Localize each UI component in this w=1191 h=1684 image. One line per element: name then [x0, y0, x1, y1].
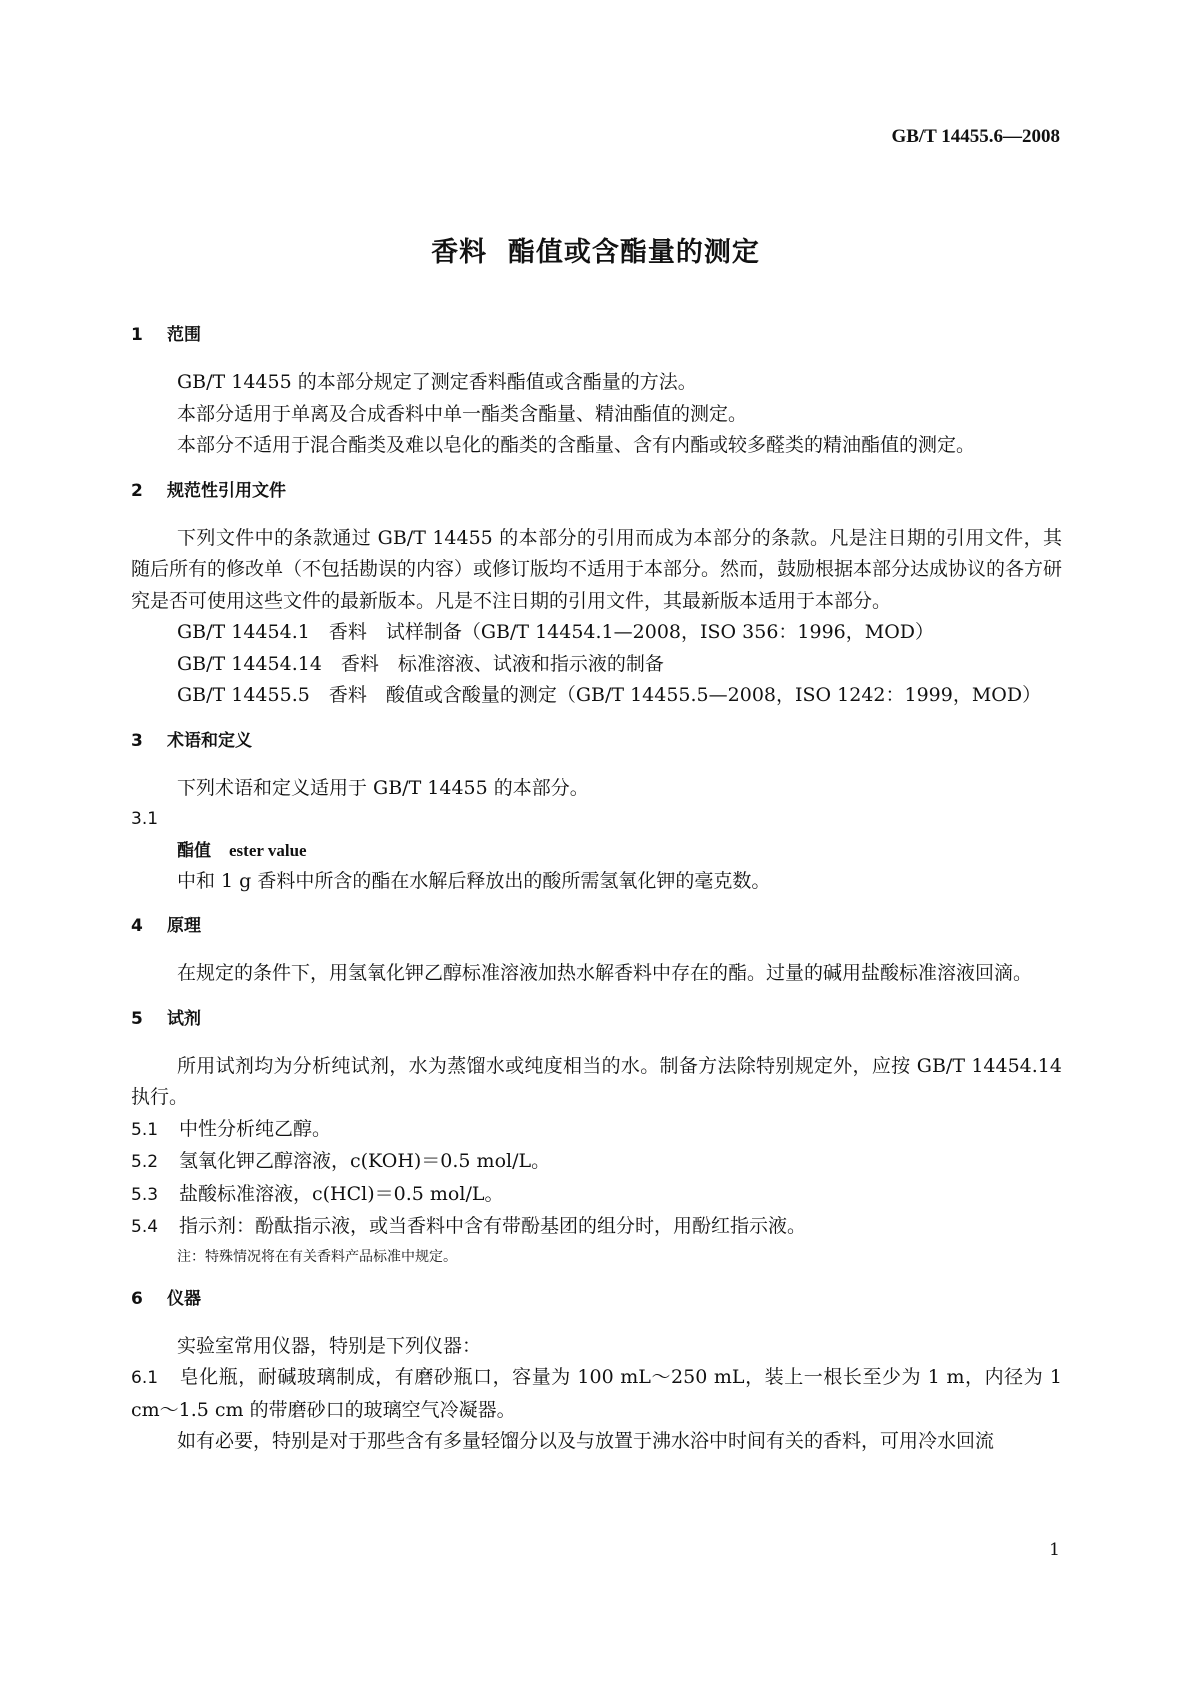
section-heading-reagents: 5 试剂 [131, 1008, 201, 1029]
term-entry [131, 836, 1062, 866]
term-definition: 中和 1 g 香料中所含的酯在水解后释放出的酸所需氢氧化钾的毫克数。 [177, 869, 771, 892]
principle-text: 在规定的条件下，用氢氧化钾乙醇标准溶液加热水解香料中存在的酯。过量的碱用盐酸标准溶液回滴。 [177, 962, 1033, 984]
reference-item: GB/T 14455.5 香料 酸值或含酸量的测定（GB/T 14455.5—2008，ISO 1242：1999，MOD） [177, 684, 1042, 706]
reagent-item: 5.1 中性分析纯乙醇。 [131, 1117, 332, 1140]
reference-item: GB/T 14454.1 香料 试样制备（GB/T 14454.1—2008，ISO 356：1996，MOD） [177, 621, 935, 643]
term-chinese: 酯值 [177, 840, 211, 861]
reference-item: GB/T 14454.14 香料 标准溶液、试液和指示液的制备 [177, 652, 664, 675]
section-heading-normative-references: 2 规范性引用文件 [131, 480, 286, 501]
apparatus-item: 6.1 皂化瓶，耐碱玻璃制成，有磨砂瓶口，容量为 100 mL～250 mL，装上一根长至少为 1 m，内径为 1 cm～1.5 cm 的带磨砂口的玻璃空气冷凝器。 [131, 1366, 1062, 1421]
reagent-item: 5.2 氢氧化钾乙醇溶液，c(KOH)＝0.5 mol/L。 [131, 1150, 551, 1172]
scope-paragraph: 本部分适用于单离及合成香料中单一酯类含酯量、精油酯值的测定。 [177, 402, 748, 425]
reagents-note: 注：特殊情况将在有关香料产品标准中规定。 [177, 1248, 457, 1265]
section-heading-apparatus: 6 仪器 [131, 1288, 201, 1309]
scope-paragraph: GB/T 14455 的本部分规定了测定香料酯值或含酯量的方法。 [177, 371, 697, 393]
reagent-item: 5.4 指示剂：酚酞指示液，或当香料中含有带酚基团的组分时，用酚红指示液。 [131, 1215, 807, 1237]
page-number: 1 [1049, 1540, 1060, 1560]
reagents-intro: 所用试剂均为分析纯试剂，水为蒸馏水或纯度相当的水。制备方法除特别规定外，应按 GB/T 14454.14 执行。 [131, 1054, 1062, 1108]
section-heading-scope: 1 范围 [131, 325, 201, 345]
section-heading-terms: 3 术语和定义 [131, 730, 252, 751]
term-english: ester value [229, 840, 307, 860]
references-intro: 下列文件中的条款通过 GB/T 14455 的本部分的引用而成为本部分的条款。凡是注日期的引用文件，其随后所有的修改单（不包括勘误的内容）或修订版均不适用于本部分。然而，鼓励根据本部分达成协议的各方研究是否可使用这些文件的最新版本。凡是不注日期的引用文件，其最新版本适用于本部分。 [131, 526, 1063, 612]
section-heading-principle: 4 原理 [131, 916, 201, 936]
term-number: 3.1 [131, 809, 159, 829]
document-body [131, 322, 1062, 1458]
apparatus-paragraph: 如有必要，特别是对于那些含有多量轻馏分以及与放置于沸水浴中时间有关的香料，可用冷水回流 [177, 1430, 995, 1452]
document-title: 香料 酯值或含酯量的测定 [431, 237, 760, 268]
apparatus-intro: 实验室常用仪器，特别是下列仪器： [177, 1334, 482, 1357]
document-code: GB/T 14455.6—2008 [891, 126, 1060, 147]
terms-intro: 下列术语和定义适用于 GB/T 14455 的本部分。 [177, 776, 589, 799]
scope-paragraph: 本部分不适用于混合酯类及难以皂化的酯类的含酯量、含有内酯或较多醛类的精油酯值的测定。 [177, 434, 976, 456]
reagent-item: 5.3 盐酸标准溶液，c(HCl)＝0.5 mol/L。 [131, 1182, 504, 1205]
